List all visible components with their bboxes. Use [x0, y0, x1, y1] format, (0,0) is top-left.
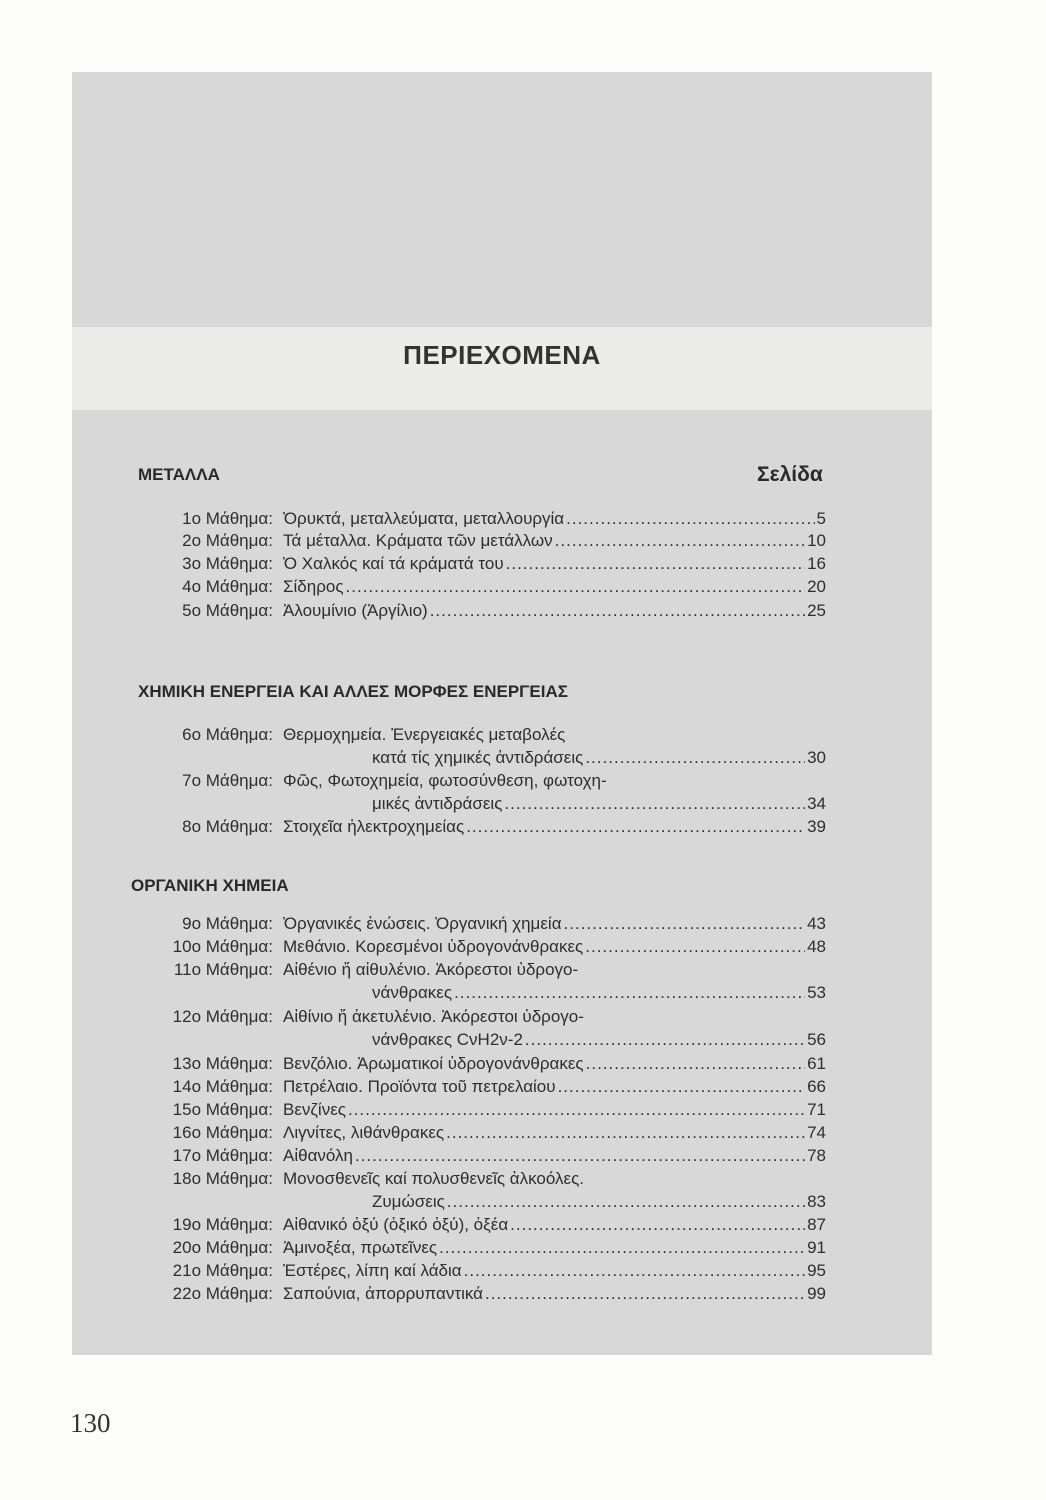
section-heading-organiki: ΟΡΓΑΝΙΚΗ ΧΗΜΕΙΑ [131, 876, 289, 895]
lesson-line [283, 1076, 826, 1098]
lesson-number: 21ο Μάθημα: [172, 1261, 273, 1280]
lesson-line [283, 1053, 826, 1075]
lesson-line [283, 1237, 826, 1259]
lesson-number: 3ο Μάθημα: [182, 554, 273, 573]
lesson-title: Ὀρυκτά, μεταλλεύματα, μεταλλουργία [283, 509, 565, 528]
lesson-title: Σίδηρος [283, 577, 344, 596]
lesson-number: 22ο Μάθημα: [172, 1284, 273, 1303]
lesson-number: 9ο Μάθημα: [182, 914, 273, 933]
page-reference: 56 [807, 1030, 826, 1049]
lesson-line [283, 913, 826, 935]
lesson-line [283, 936, 826, 958]
lesson-title: Πετρέλαιο. Προϊόντα τοῦ πετρελαίου [283, 1077, 556, 1096]
page-reference: 99 [807, 1284, 826, 1303]
lesson-number: 17ο Μάθημα: [172, 1146, 273, 1165]
dot-leader [430, 600, 805, 622]
dot-leader [447, 1191, 805, 1213]
lesson-line [283, 1283, 826, 1305]
page-reference: 71 [807, 1100, 826, 1119]
lesson-number: 7ο Μάθημα: [182, 771, 273, 790]
lesson-title-continued: Ζυμώσεις [372, 1192, 445, 1211]
page-reference: 87 [807, 1215, 826, 1234]
lesson-title: Τά μέταλλα. Κράματα τῶν μετάλλων [283, 531, 553, 550]
lesson-number: 1ο Μάθημα: [182, 509, 273, 528]
page-reference: 74 [807, 1123, 826, 1142]
lesson-line [283, 600, 826, 622]
lesson-line [283, 576, 826, 598]
page-reference: 95 [807, 1261, 826, 1280]
page-reference: 34 [807, 794, 826, 813]
lesson-line [283, 1214, 826, 1236]
lesson-title: Μεθάνιο. Κορεσμένοι ὑδρογονάνθρακες [283, 937, 584, 956]
page-reference: 43 [807, 914, 826, 933]
lesson-title-continued-line [372, 1029, 826, 1051]
lesson-title: Ἀλουμίνιο (Ἀργίλιο) [283, 601, 428, 620]
dot-leader [348, 1099, 805, 1121]
lesson-number: 10ο Μάθημα: [172, 937, 273, 956]
dot-leader [346, 576, 806, 598]
page-reference: 83 [807, 1192, 826, 1211]
lesson-title: Ἐστέρες, λίπη καί λάδια [283, 1261, 462, 1280]
page-reference: 78 [807, 1146, 826, 1165]
dot-leader [585, 936, 805, 958]
lesson-title-continued-line [372, 793, 826, 815]
dot-leader [510, 1214, 805, 1236]
section-heading-energeia: ΧΗΜΙΚΗ ΕΝΕΡΓΕΙΑ ΚΑΙ ΑΛΛΕΣ ΜΟΡΦΕΣ ΕΝΕΡΓΕΙΑΣ [138, 682, 568, 701]
lesson-title: Αἰθανόλη [283, 1146, 353, 1165]
lesson-line [283, 553, 826, 575]
lesson-title: Στοιχεῖα ἠλεκτροχημείας [283, 817, 465, 836]
page-reference: 66 [807, 1077, 826, 1096]
page-reference: 91 [807, 1238, 826, 1257]
lesson-line [283, 1122, 826, 1144]
page-reference: 30 [807, 748, 826, 767]
dot-leader [585, 747, 805, 769]
lesson-title: Αἰθανικό ὀξύ (ὀξικό ὀξύ), ὀξέα [283, 1215, 509, 1234]
page-reference: 5 [816, 509, 826, 528]
dot-leader [558, 1076, 806, 1098]
lesson-number: 13ο Μάθημα: [172, 1054, 273, 1073]
lesson-line [283, 1145, 826, 1167]
page-column-label: Σελίδα [757, 463, 823, 486]
dot-leader [564, 913, 806, 935]
lesson-title: Ἀμινοξέα, πρωτεῖνες [283, 1238, 438, 1257]
lesson-title: Θερμοχημεία. Ἐνεργειακές μεταβολές [283, 725, 566, 744]
dot-leader [355, 1145, 805, 1167]
lesson-number: 20ο Μάθημα: [172, 1238, 273, 1257]
lesson-line [283, 1260, 826, 1282]
lesson-number: 2ο Μάθημα: [182, 531, 273, 550]
lesson-number: 12ο Μάθημα: [172, 1007, 273, 1026]
dot-leader [555, 530, 805, 552]
page-reference: 20 [807, 577, 826, 596]
lesson-line [283, 816, 826, 838]
page-reference: 16 [807, 554, 826, 573]
page-reference: 48 [807, 937, 826, 956]
lesson-title: Βενζίνες [283, 1100, 346, 1119]
dot-leader [439, 1237, 805, 1259]
page-reference: 61 [807, 1054, 826, 1073]
dot-leader [504, 793, 805, 815]
dot-leader [506, 553, 805, 575]
page-number: 130 [70, 1408, 111, 1438]
page-reference: 10 [807, 531, 826, 550]
page-title: ΠΕΡΙΕΧΟΜΕΝΑ [403, 340, 601, 370]
lesson-number: 14ο Μάθημα: [172, 1077, 273, 1096]
dot-leader [466, 816, 805, 838]
lesson-title-continued: νάνθρακες CνH2ν-2 [372, 1030, 523, 1049]
dot-leader [454, 982, 805, 1004]
dot-leader [485, 1283, 805, 1305]
lesson-title: Σαπούνια, ἀπορρυπαντικά [283, 1284, 483, 1303]
lesson-number: 5ο Μάθημα: [182, 601, 273, 620]
dot-leader [446, 1122, 805, 1144]
lesson-title: Φῶς, Φωτοχημεία, φωτοσύνθεση, φωτοχη- [283, 771, 607, 790]
lesson-number: 11ο Μάθημα: [173, 960, 273, 979]
page-reference: 53 [807, 983, 826, 1002]
lesson-number: 6ο Μάθημα: [182, 725, 273, 744]
dot-leader [586, 1053, 805, 1075]
page-reference: 25 [807, 601, 826, 620]
lesson-title-continued-line [372, 1191, 826, 1213]
lesson-title: Ὁ Χαλκός καί τά κράματά του [283, 554, 504, 573]
page-reference: 39 [807, 817, 826, 836]
lesson-number: 19ο Μάθημα: [172, 1215, 273, 1234]
lesson-title: Βενζόλιο. Ἀρωματικοί ὑδρογονάνθρακες [283, 1054, 584, 1073]
lesson-title: Αἰθίνιο ἤ ἀκετυλένιο. Ἀκόρεστοι ὑδρογο- [283, 1007, 584, 1026]
lesson-number: 15ο Μάθημα: [172, 1100, 273, 1119]
lesson-line [283, 530, 826, 552]
lesson-title: Λιγνίτες, λιθάνθρακες [283, 1123, 445, 1142]
lesson-title-continued-line [372, 747, 826, 769]
dot-leader [566, 508, 814, 530]
lesson-title: Μονοσθενεῖς καί πολυσθενεῖς ἀλκοόλες. [283, 1169, 584, 1188]
lesson-title: Αἰθένιο ἤ αἰθυλένιο. Ἀκόρεστοι ὑδρογο- [283, 960, 579, 979]
lesson-number: 18ο Μάθημα: [172, 1169, 273, 1188]
lesson-number: 4ο Μάθημα: [182, 577, 273, 596]
dot-leader [464, 1260, 805, 1282]
lesson-title-continued: μικές ἀντιδράσεις [372, 794, 503, 813]
lesson-line [283, 1099, 826, 1121]
lesson-title-continued: κατά τίς χημικές ἀντιδράσεις [372, 748, 584, 767]
dot-leader [525, 1029, 805, 1051]
lesson-title-continued: νάνθρακες [372, 983, 453, 1002]
section-heading-metalla: ΜΕΤΑΛΛΑ [138, 465, 220, 484]
lesson-number: 8ο Μάθημα: [182, 817, 273, 836]
lesson-line [283, 508, 826, 530]
lesson-number: 16ο Μάθημα: [172, 1123, 273, 1142]
lesson-title: Ὀργανικές ἑνώσεις. Ὀργανική χημεία [283, 914, 562, 933]
lesson-title-continued-line [372, 982, 826, 1004]
